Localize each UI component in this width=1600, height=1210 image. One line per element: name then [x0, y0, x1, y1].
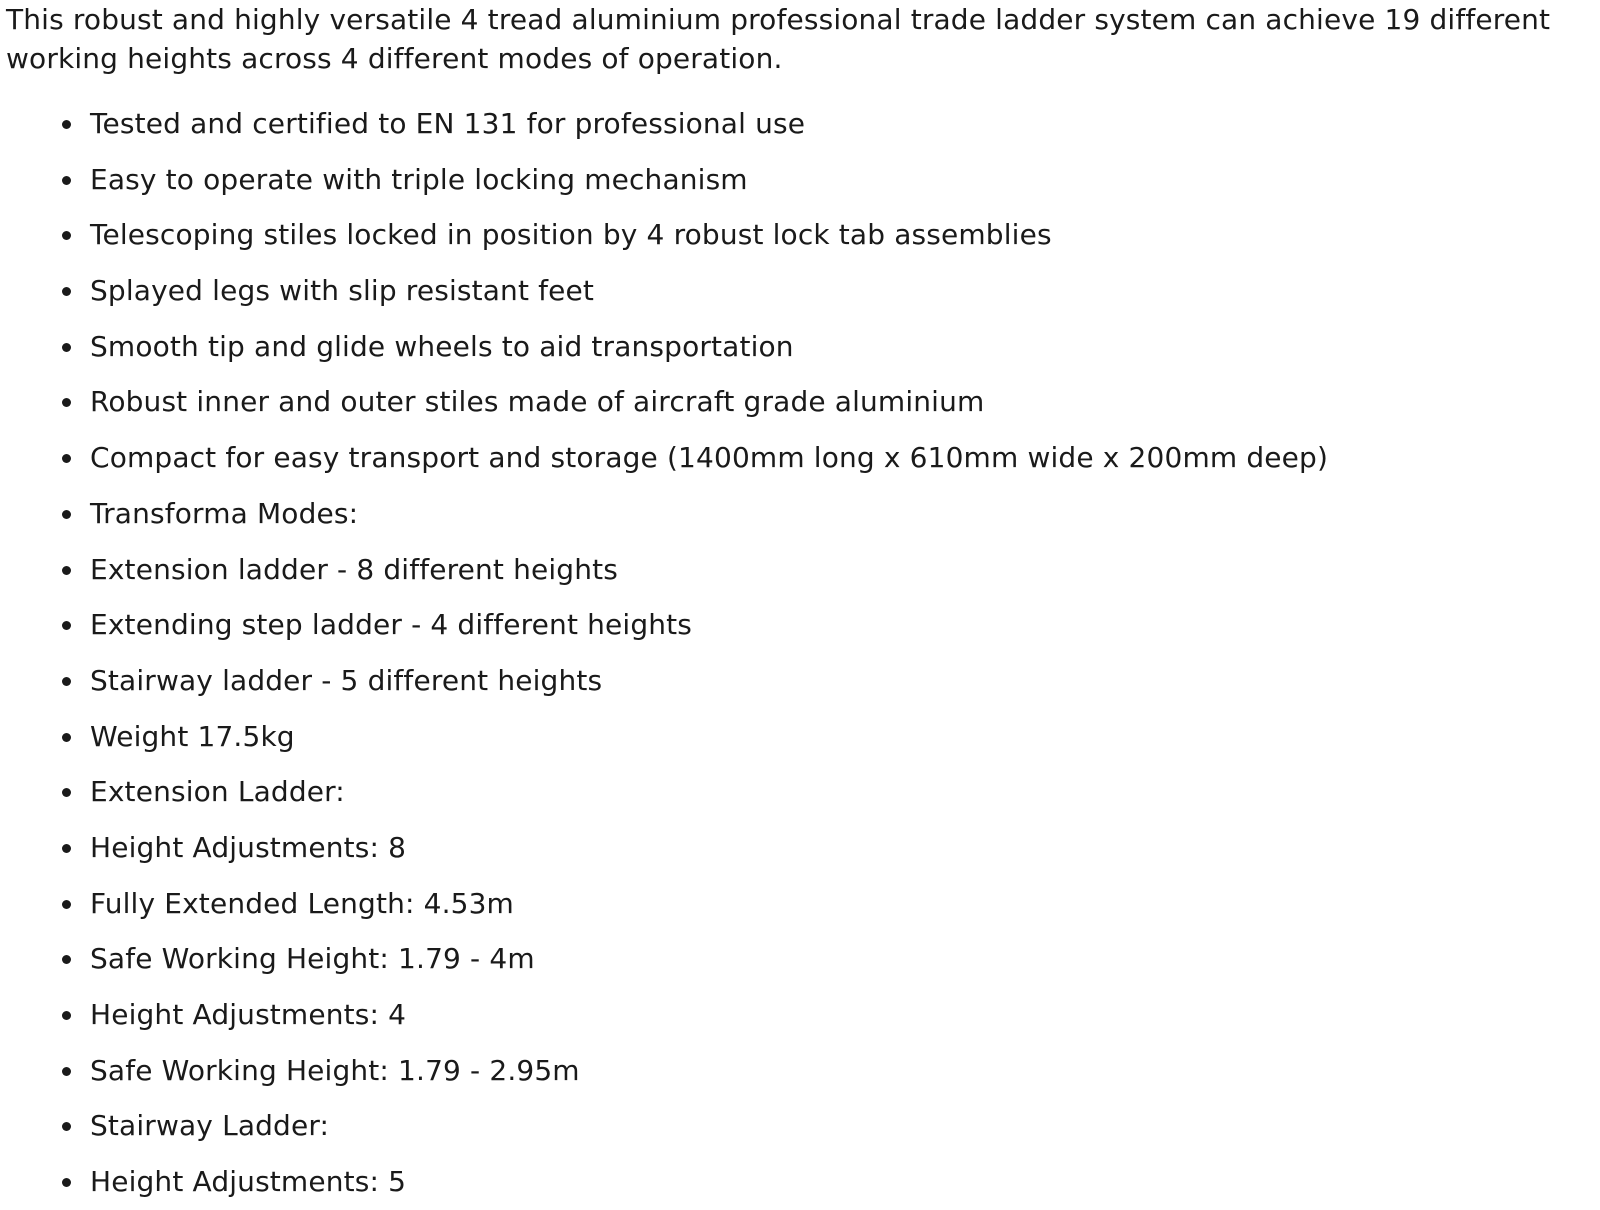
bullet-icon	[62, 454, 71, 463]
feature-text: Safe Working Height: 1.79 - 2.95m	[90, 1053, 580, 1087]
feature-text: Splayed legs with slip resistant feet	[90, 274, 595, 308]
intro-paragraph	[6, 0, 1600, 78]
bullet-icon	[62, 955, 71, 964]
feature-item	[6, 709, 1328, 765]
feature-item	[6, 653, 1328, 709]
bullet-icon	[62, 120, 71, 129]
feature-item	[6, 876, 1328, 932]
feature-item	[6, 931, 1328, 987]
bullet-icon	[62, 231, 71, 240]
bullet-icon	[62, 1178, 71, 1187]
bullet-icon	[62, 844, 71, 853]
feature-text: Extension ladder - 8 different heights	[90, 552, 618, 586]
intro-line-2: working heights across 4 different modes of operation.	[6, 42, 783, 75]
feature-text: Smooth tip and glide wheels to aid transportation	[90, 329, 794, 363]
feature-item	[6, 152, 1328, 208]
feature-text: Telescoping stiles locked in position by 4 robust lock tab assemblies	[90, 218, 1052, 252]
feature-item	[6, 374, 1328, 430]
bullet-icon	[62, 733, 71, 742]
bullet-icon	[62, 510, 71, 519]
feature-item	[6, 486, 1328, 542]
feature-list	[6, 96, 1328, 1210]
feature-item	[6, 319, 1328, 375]
feature-item	[6, 597, 1328, 653]
intro-line-1: This robust and highly versatile 4 tread aluminium professional trade ladder system can achieve 19 different	[6, 3, 1551, 36]
feature-text: Extending step ladder - 4 different heights	[90, 608, 693, 642]
feature-text: Safe Working Height: 1.79 - 4m	[90, 942, 535, 976]
feature-text: Transforma Modes:	[90, 496, 359, 530]
feature-text: Weight 17.5kg	[90, 719, 295, 753]
bullet-icon	[62, 900, 71, 909]
feature-text: Fully Extended Length: 4.53m	[90, 886, 514, 920]
product-description	[6, 0, 1600, 1199]
feature-text: Height Adjustments: 8	[90, 830, 407, 864]
feature-text: Easy to operate with triple locking mechanism	[90, 162, 748, 196]
bullet-icon	[62, 1011, 71, 1020]
bullet-icon	[62, 788, 71, 797]
feature-item	[6, 263, 1328, 319]
feature-item	[6, 542, 1328, 598]
feature-item	[6, 764, 1328, 820]
feature-item	[6, 1098, 1328, 1154]
bullet-icon	[62, 398, 71, 407]
feature-text: Extension Ladder:	[90, 775, 345, 809]
feature-text: Compact for easy transport and storage (1400mm long x 610mm wide x 200mm deep)	[90, 441, 1329, 475]
bullet-icon	[62, 287, 71, 296]
feature-item	[6, 207, 1328, 263]
feature-item	[6, 430, 1328, 486]
feature-item	[6, 987, 1328, 1043]
feature-item	[6, 1043, 1328, 1099]
feature-text: Height Adjustments: 4	[90, 998, 407, 1031]
feature-text: Robust inner and outer stiles made of aircraft grade aluminium	[90, 385, 985, 419]
feature-text: Stairway Ladder:	[90, 1109, 330, 1143]
bullet-icon	[62, 621, 71, 630]
bullet-icon	[62, 343, 71, 352]
bullet-icon	[62, 677, 71, 686]
feature-item	[6, 96, 1328, 152]
bullet-icon	[62, 176, 71, 185]
feature-text: Stairway ladder - 5 different heights	[90, 663, 603, 697]
bullet-icon	[62, 1067, 71, 1076]
bullet-icon	[62, 566, 71, 575]
bullet-icon	[62, 1122, 71, 1131]
feature-item	[6, 820, 1328, 876]
feature-item	[6, 1154, 1328, 1210]
feature-text: Tested and certified to EN 131 for professional use	[90, 107, 806, 140]
feature-text: Height Adjustments: 5	[90, 1165, 407, 1199]
